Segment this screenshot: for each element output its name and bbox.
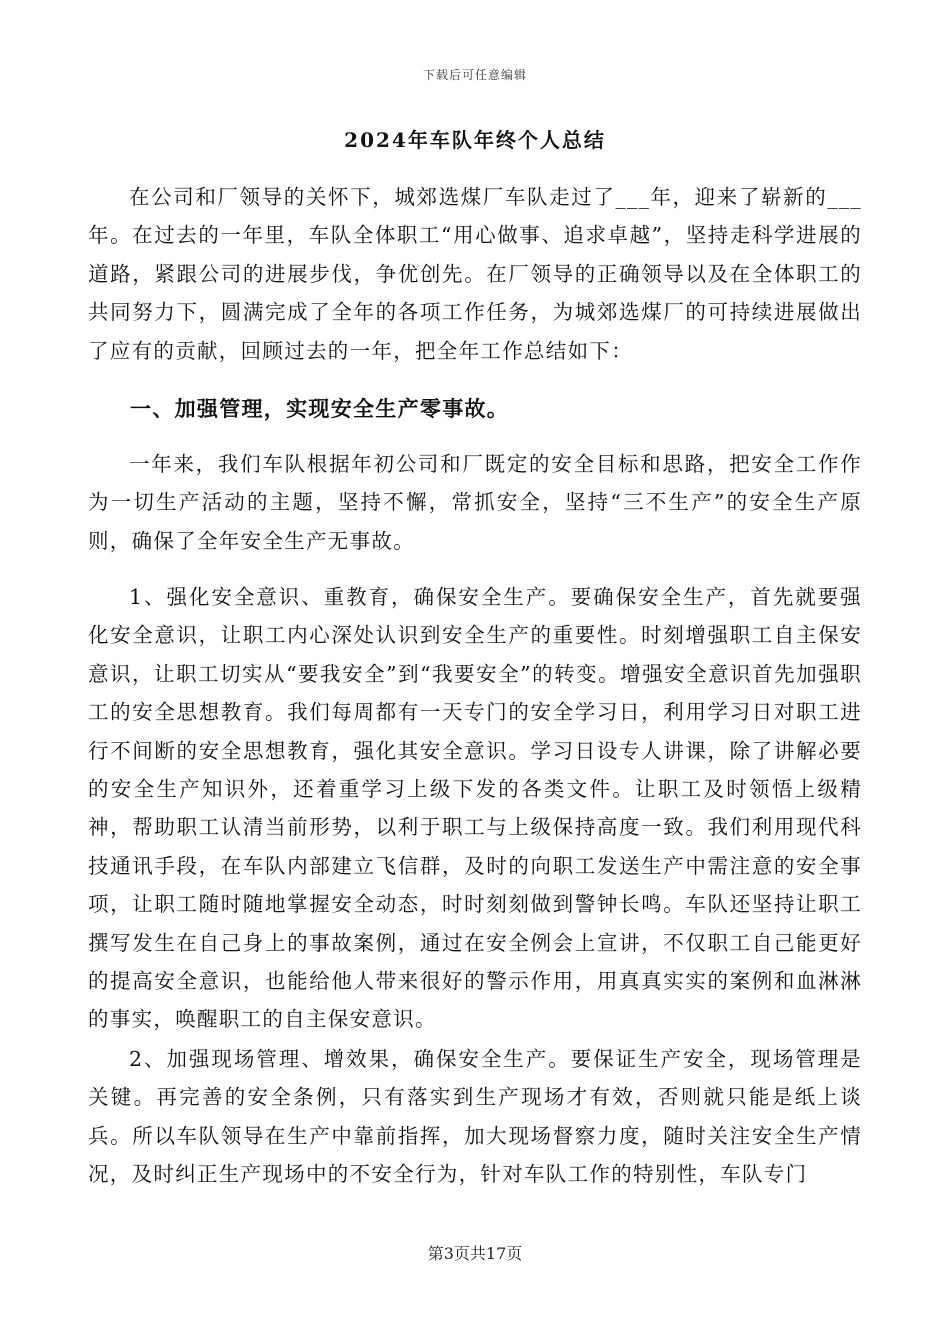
header-note: 下载后可任意编辑: [422, 68, 527, 82]
overview-block: [88, 445, 862, 560]
point2-block: [88, 1040, 862, 1194]
document-title: 2024年车队年终个人总结: [344, 128, 606, 152]
intro-block: [88, 178, 862, 370]
point1-block: [88, 578, 862, 1039]
page-number: 第3页共17页: [427, 1244, 523, 1263]
overview-paragraph: 一年来，我们车队根据年初公司和厂既定的安全目标和思路，把安全工作作为一切生产活动的主题，坚持不懈，常抓安全，坚持“三不生产”的安全生产原则，确保了全年安全生产无事故。: [88, 452, 862, 553]
section-heading: 一、加强管理，实现安全生产零事故。: [130, 396, 510, 421]
point2-paragraph: 2、加强现场管理、增效果，确保安全生产。要保证生产安全，现场管理是关键。再完善的安全条例，只有落实到生产现场才有效，否则就只能是纸上谈兵。所以车队领导在生产中靠前指挥，加大现场督察力度，随时关注安全生产情况，及时纠正生产现场中的不安全行为，针对车队工作的特别性，车队专门: [88, 1047, 862, 1187]
intro-paragraph: 在公司和厂领导的关怀下，城郊选煤厂车队走过了___年，迎来了崭新的___年。在过去的一年里，车队全体职工“用心做事、追求卓越”，坚持走科学进展的道路，紧跟公司的进展步伐，争优创先。在厂领导的正确领导以及在全体职工的共同努力下，圆满完成了全年的各项工作任务，为城郊选煤厂的可持续进展做出了应有的贡献，回顾过去的一年，把全年工作总结如下：: [88, 185, 862, 363]
point1-paragraph: 1、强化安全意识、重教育，确保安全生产。要确保安全生产，首先就要强化安全意识，让职工内心深处认识到安全生产的重要性。时刻增强职工自主保安意识，让职工切实从“要我安全”到“我要安全”的转变。增强安全意识首先加强职工的安全思想教育。我们每周都有一天专门的安全学习日，利用学习日对职工进行不间断的安全思想教育，强化其安全意识。学习日设专人讲课，除了讲解必要的安全生产知识外，还着重学习上级下发的各类文件。让职工及时领悟上级精神，帮助职工认清当前形势，以利于职工与上级保持高度一致。我们利用现代科技通讯手段，在车队内部建立飞信群，及时的向职工发送生产中需注意的安全事项，让职工随时随地掌握安全动态，时时刻刻做到警钟长鸣。车队还坚持让职工撰写发生在自己身上的事故案例，通过在安全例会上宣讲，不仅职工自己能更好的提高安全意识，也能给他人带来很好的警示作用，用真真实实的案例和血淋淋的事实，唤醒职工的自主保安意识。: [88, 585, 862, 1032]
section-heading-block: [88, 390, 862, 428]
